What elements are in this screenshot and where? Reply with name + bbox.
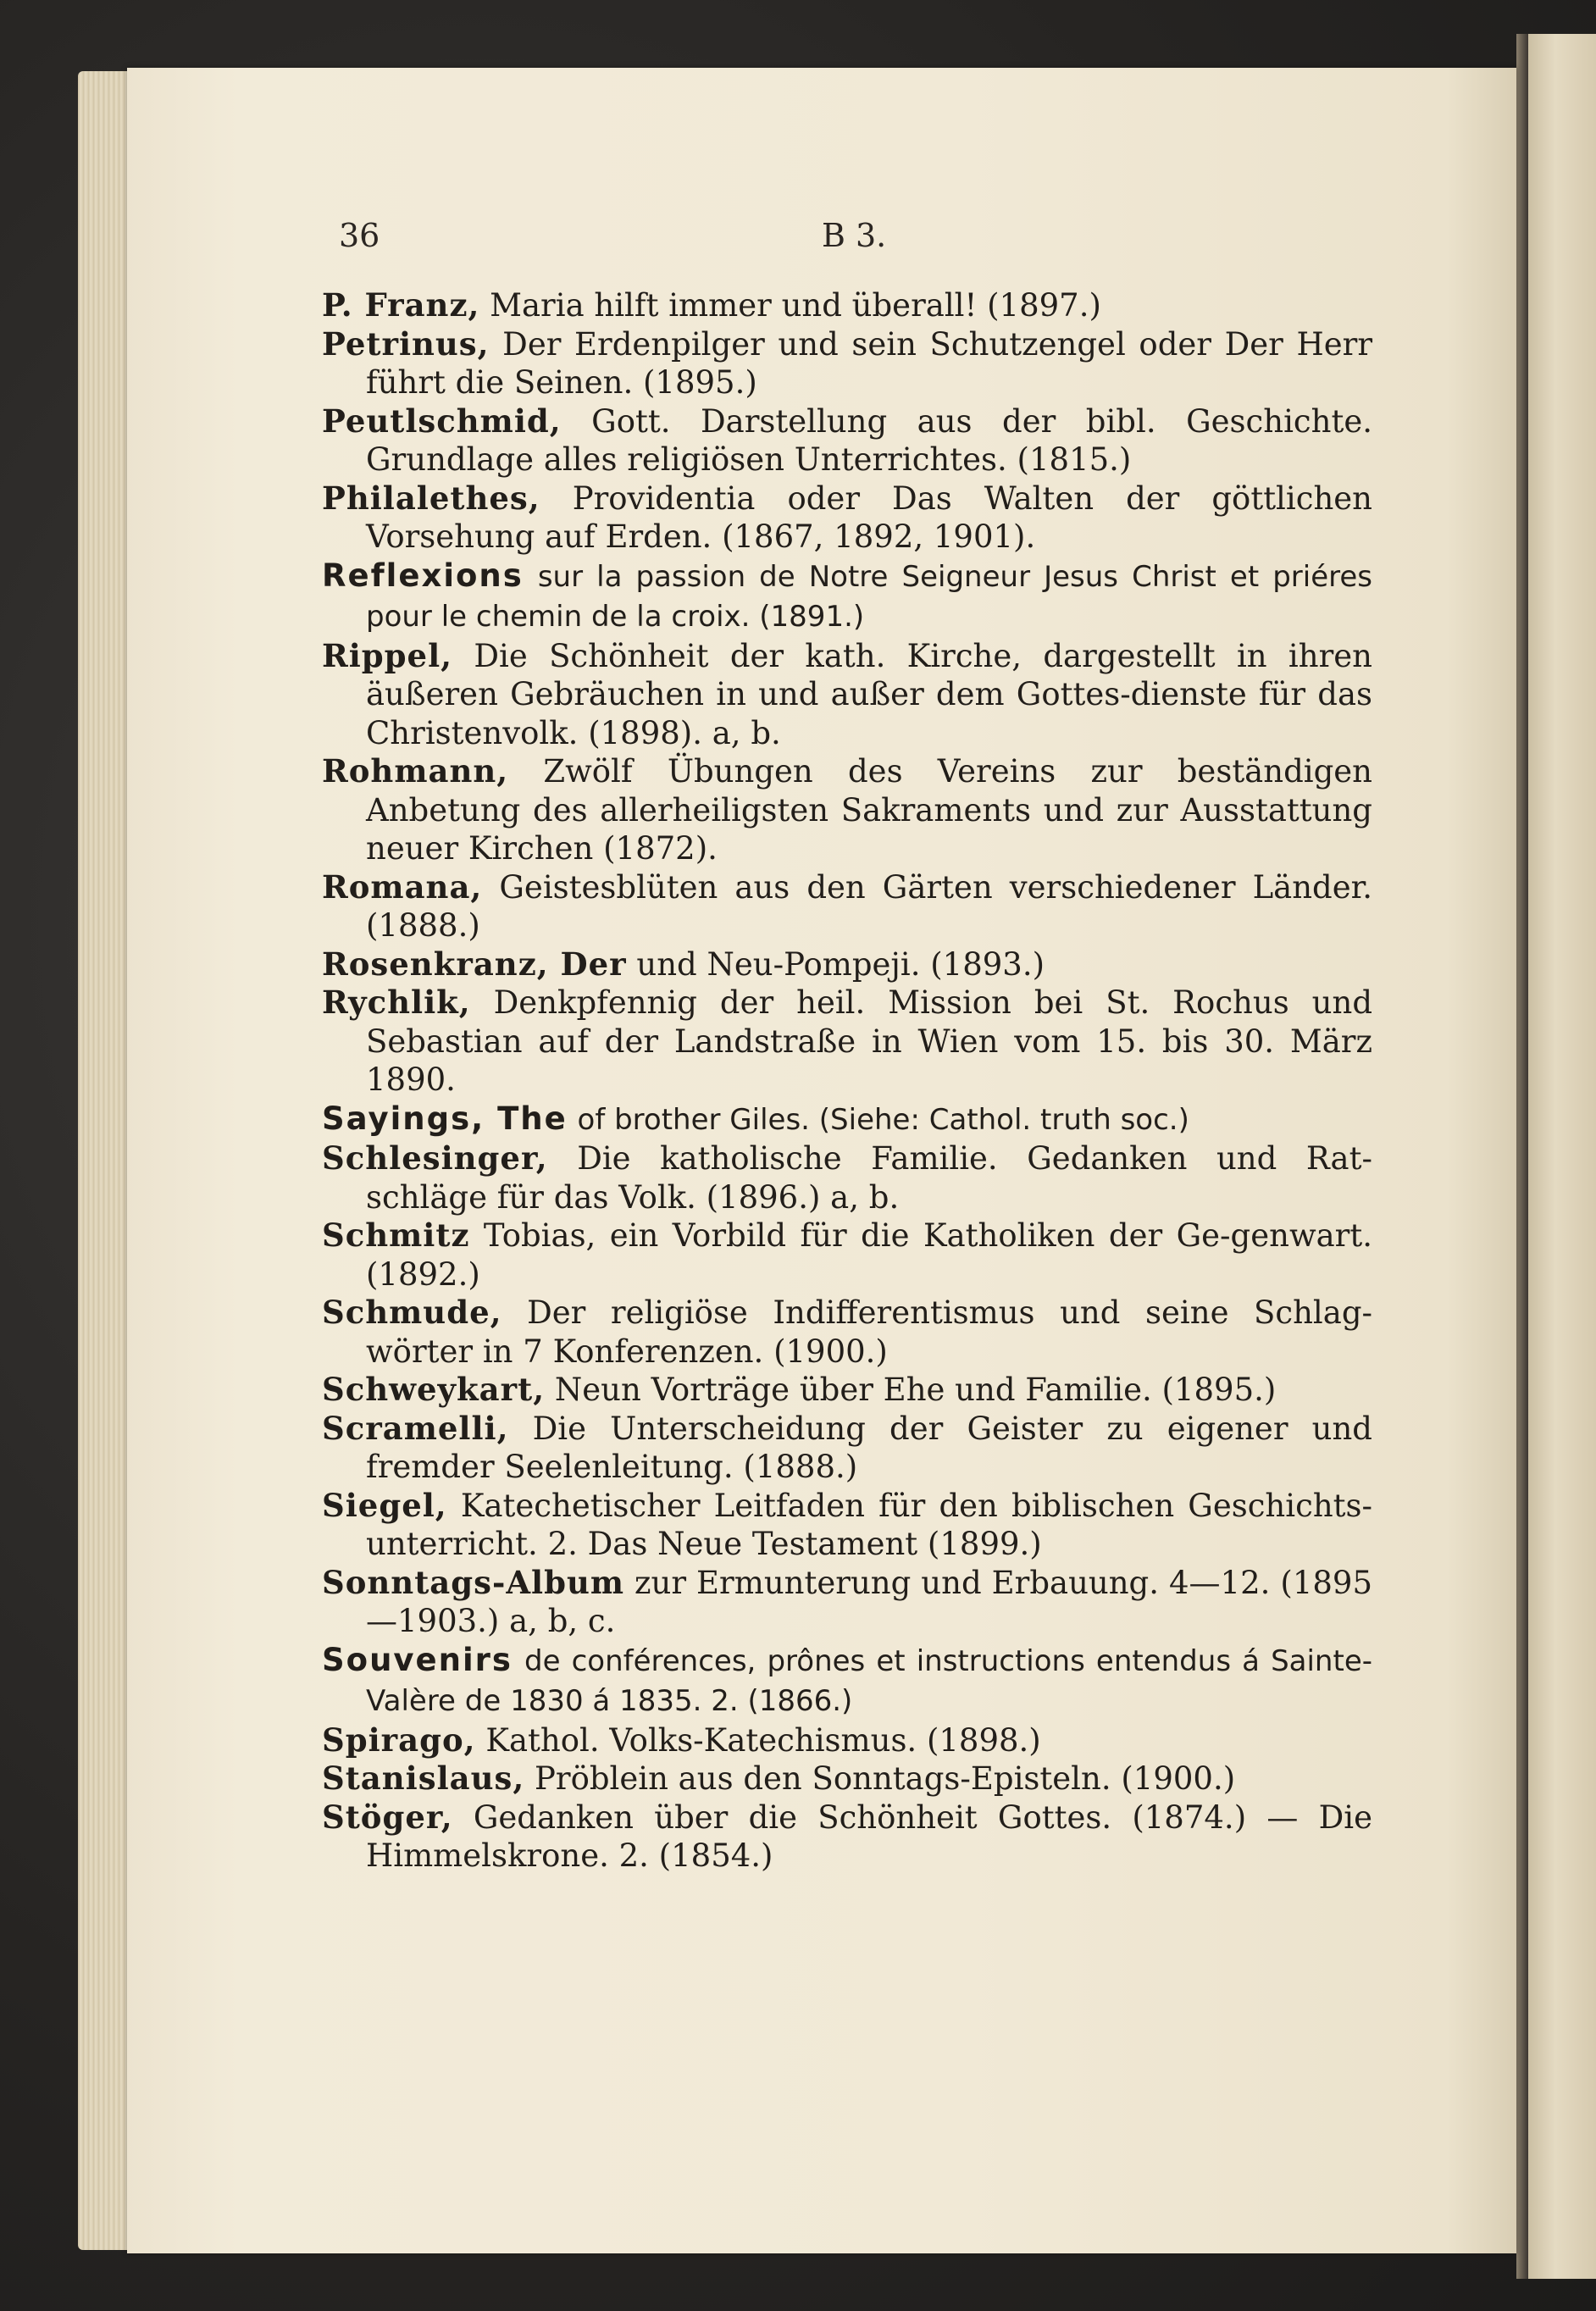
book-gutter: [1516, 34, 1528, 2279]
entry-text: of brother Giles. (Siehe: Cathol. truth soc.): [577, 1102, 1189, 1137]
entry-text: Gott. Darstellung aus der bibl. Geschichte. Grundlage alles religiösen Unterrichtes. (1815.): [366, 402, 1372, 478]
entry-author: Peutlschmid,: [322, 402, 562, 440]
entry-author: Schlesinger,: [322, 1139, 548, 1177]
entry-author: Sonntags-Album: [322, 1563, 625, 1601]
entry-author: Souvenirs: [322, 1641, 513, 1678]
catalog-entry: [322, 1216, 1372, 1294]
entry-author: Petrinus,: [322, 324, 490, 363]
catalog-entry: [322, 1371, 1372, 1410]
entry-author: Siegel,: [322, 1486, 447, 1524]
catalog-entry: [322, 752, 1372, 868]
catalog-entry: [322, 402, 1372, 479]
catalog-entry: [322, 1798, 1372, 1876]
catalog-entry: [322, 1721, 1372, 1760]
entry-author: Reflexions: [322, 557, 524, 594]
page-number: 36: [339, 217, 380, 254]
entry-author: Rosenkranz, Der: [322, 945, 627, 983]
catalog-entry: [322, 945, 1372, 984]
catalog-entry: [322, 1564, 1372, 1641]
entry-text: Gedanken über die Schönheit Gottes. (1874.) — Die Himmelskrone. 2. (1854.): [366, 1798, 1372, 1874]
entry-text: Providentia oder Das Walten der göttlichen Vorsehung auf Erden. (1867, 1892, 1901).: [366, 479, 1373, 555]
catalog-entry: [322, 1294, 1372, 1371]
catalog-entry: [322, 1139, 1372, 1216]
catalog-entry: [322, 325, 1372, 402]
entry-author: Stöger,: [322, 1798, 453, 1836]
entry-text: Geistesblüten aus den Gärten verschiedener Länder. (1888.): [366, 868, 1372, 944]
catalog-entry: [322, 1760, 1372, 1798]
entry-text: Pröblein aus den Sonntags-Episteln. (1900.): [534, 1760, 1236, 1797]
entry-author: Spirago,: [322, 1721, 476, 1759]
entry-text: Der religiöse Indifferentismus und seine Schlag-wörter in 7 Konferenzen. (1900.): [366, 1294, 1373, 1370]
catalog-entries: [322, 286, 1372, 1876]
catalog-entry: [322, 868, 1372, 945]
entry-text: zur Ermunterung und Erbauung. 4—12. (1895—1903.) a, b, c.: [366, 1564, 1372, 1639]
entry-author: Rohmann,: [322, 752, 509, 790]
entry-text: und Neu-Pompeji. (1893.): [636, 945, 1045, 983]
entry-text: Die Schönheit der kath. Kirche, dargestellt in ihren äußeren Gebräuchen in und außer dem Gottes-dienste für das Christenvolk. (1898). a, b.: [366, 637, 1373, 751]
catalog-entry: [322, 1410, 1372, 1487]
entry-author: Schmude,: [322, 1294, 502, 1331]
section-code: B 3.: [822, 217, 887, 254]
entry-author: Sayings, The: [322, 1100, 568, 1137]
entry-text: sur la passion de Notre Seigneur Jesus Christ et priéres pour le chemin de la croix. (1891.): [366, 559, 1373, 634]
entry-author: P. Franz,: [322, 286, 480, 324]
entry-text: Der Erdenpilger und sein Schutzengel oder Der Herr führt die Seinen. (1895.): [366, 325, 1373, 401]
entry-text: Kathol. Volks-Katechismus. (1898.): [485, 1721, 1041, 1759]
entry-author: Philalethes,: [322, 479, 540, 517]
catalog-entry: [322, 1487, 1372, 1564]
entry-text: Die katholische Familie. Gedanken und Rat-schläge für das Volk. (1896.) a, b.: [366, 1140, 1372, 1216]
entry-text: Neun Vorträge über Ehe und Familie. (1895.): [554, 1372, 1277, 1408]
entry-author: Schweykart,: [322, 1371, 546, 1408]
entry-author: Stanislaus,: [322, 1760, 525, 1797]
entry-text: de conférences, prônes et instructions entendus á Sainte-Valère de 1830 á 1835. 2. (1866.): [366, 1643, 1372, 1718]
entry-text: Katechetischer Leitfaden für den biblischen Geschichts-unterricht. 2. Das Neue Testament (1899.): [366, 1487, 1373, 1562]
entry-text: Maria hilft immer und überall! (1897.): [490, 287, 1101, 324]
entry-author: Rychlik,: [322, 984, 471, 1021]
catalog-entry: [322, 1641, 1372, 1721]
page-header: [339, 217, 1440, 268]
catalog-entry: [322, 1100, 1372, 1140]
entry-text: Denkpfennig der heil. Mission bei St. Rochus und Sebastian auf der Landstraße in Wien vom 15. bis 30. März 1890.: [366, 984, 1373, 1098]
catalog-entry: [322, 286, 1372, 325]
catalog-entry: [322, 479, 1372, 557]
entry-author: Rippel,: [322, 636, 453, 674]
entry-text: Die Unterscheidung der Geister zu eigener und fremder Seelenleitung. (1888.): [366, 1410, 1372, 1485]
entry-text: Zwölf Übungen des Vereins zur beständigen Anbetung des allerheiligsten Sakraments und zur Ausstattung neuer Kirchen (1872).: [366, 753, 1373, 867]
catalog-entry: [322, 984, 1372, 1100]
entry-author: Scramelli,: [322, 1409, 509, 1447]
catalog-entry: [322, 557, 1372, 637]
facing-page-edge: [1528, 34, 1596, 2279]
entry-author: Schmitz: [322, 1216, 470, 1254]
entry-author: Romana,: [322, 867, 483, 906]
entry-text: Tobias, ein Vorbild für die Katholiken der Ge-genwart. (1892.): [366, 1217, 1372, 1293]
catalog-entry: [322, 637, 1372, 753]
